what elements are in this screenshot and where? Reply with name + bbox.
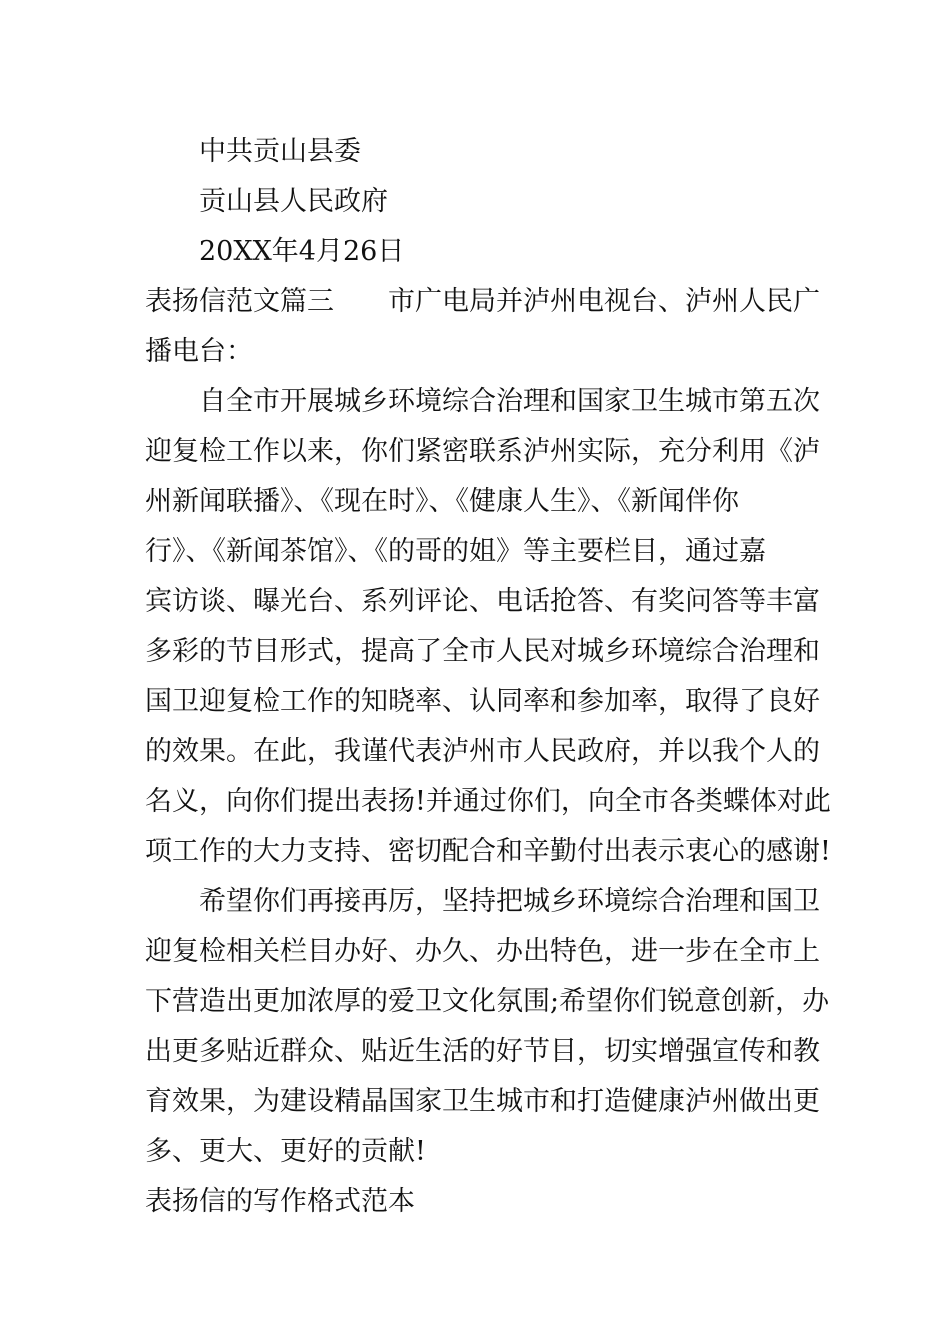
signature-org1: 中共贡山县委 [199, 136, 361, 167]
paragraph1-line: 迎复检工作以来，你们紧密联系泸州实际，充分利用《泸 [145, 436, 820, 467]
paragraph2-line: 迎复检相关栏目办好、办久、办出特色，进一步在全市上 [145, 936, 820, 967]
paragraph2-line: 多、更大、更好的贡献! [145, 1136, 426, 1167]
section3-heading-line [145, 277, 820, 327]
paragraph1-line: 国卫迎复检工作的知晓率、认同率和参加率，取得了良好 [145, 686, 820, 717]
paragraph2-line: 希望你们再接再厉，坚持把城乡环境综合治理和国卫 [199, 886, 820, 917]
paragraph1-line: 的效果。在此，我谨代表泸州市人民政府，并以我个人的 [145, 736, 820, 767]
paragraph1-line: 多彩的节目形式，提高了全市人民对城乡环境综合治理和 [145, 636, 820, 667]
paragraph1-line: 自全市开展城乡环境综合治理和国家卫生城市第五次 [199, 386, 820, 417]
paragraph1-line: 州新闻联播》、《现在时》、《健康人生》、《新闻伴你 [145, 486, 739, 517]
paragraph2-line: 出更多贴近群众、贴近生活的好节目，切实增强宣传和教 [145, 1036, 820, 1067]
paragraph1-line: 项工作的大力支持、密切配合和辛勤付出表示衷心的感谢! [145, 836, 831, 867]
recipient-part1: 市广电局并泸州电视台、泸州人民广 [388, 286, 820, 317]
section3-heading: 表扬信范文篇三 [145, 286, 334, 317]
letter-text [145, 127, 831, 1227]
signature-org2: 贡山县人民政府 [199, 186, 388, 217]
footer-heading: 表扬信的写作格式范本 [145, 1186, 415, 1217]
paragraph2-line: 育效果，为建设精晶国家卫生城市和打造健康泸州做出更 [145, 1086, 820, 1117]
paragraph1-line: 宾访谈、曝光台、系列评论、电话抢答、有奖问答等丰富 [145, 586, 820, 617]
paragraph2-line: 下营造出更加浓厚的爱卫文化氛围;希望你们锐意创新，办 [145, 986, 830, 1017]
signature-date: 20XX年4月26日 [199, 236, 405, 267]
paragraph1-line: 名义，向你们提出表扬!并通过你们，向全市各类蝶体对此 [145, 786, 831, 817]
paragraph1-line: 行》、《新闻茶馆》、《的哥的姐》等主要栏目，通过嘉 [145, 536, 766, 567]
recipient-part2: 播电台： [145, 336, 253, 367]
